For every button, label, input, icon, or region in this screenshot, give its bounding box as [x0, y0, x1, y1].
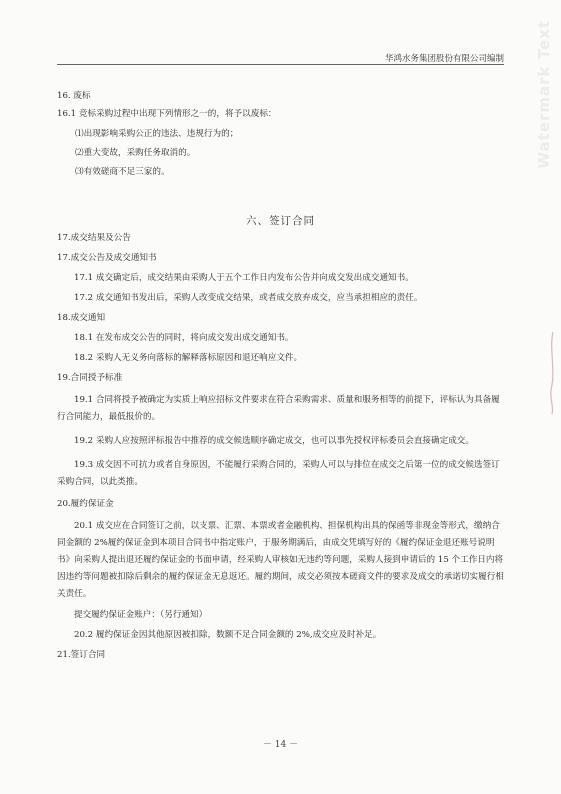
clause-17-1: 17.1 成交确定后，成交结果由采购人于五个工作日内发布公告并向成交发出成交通知书。	[74, 273, 414, 283]
heading-21: 21.签订合同	[57, 650, 106, 660]
clause-18-2: 18.2 采购人无义务向落标的解释落标原因和退还响应文件。	[74, 353, 303, 363]
section-title: 六、签订合同	[246, 215, 315, 227]
list-item-1: ⑴出现影响采购公正的违法、违规行为的；	[75, 129, 239, 139]
clause-19-1: 19.1 合同将授予被确定为实质上响应招标文件要求在符合采购需求、质量和服务相等的前提下，评标认为具备履行合同能力，最低报价的。	[57, 395, 500, 422]
scan-artifact	[547, 330, 557, 415]
list-item-3: ⑶有效磋商不足三家的。	[75, 167, 170, 177]
clause-20-2: 20.2 履约保证金因其他原因被扣除，数额不足合同金额的 2%,成交应及时补足。	[74, 630, 382, 640]
clause-19-2: 19.2 采购人应按照评标报告中推荐的成交候选顺序确定成交，也可以事先授权评标委员会直接确定成交。	[74, 436, 474, 446]
heading-16: 16. 废标	[57, 91, 91, 101]
heading-17a: 17.成交结果及公告	[57, 233, 131, 243]
header-company: 华鸿水务集团股份有限公司编制	[384, 54, 504, 64]
page-number: － 14 －	[262, 740, 299, 750]
deposit-account: 提交履约保证金账户：（另行通知）	[74, 610, 208, 620]
heading-19: 19.合同授予标准	[57, 373, 123, 383]
watermark: Watermark Text	[535, 20, 553, 169]
clause-20-1: 20.1 成交应在合同签订之前，以支票、汇票、本票或者金融机构、担保机构出具的保函等非现金等形式，缴纳合同金额的 2%履约保证金到本项目合同书中指定账户，于服务期满后，由成交凭填写好的《履约保证金退还账号说明书》向采购人提出退还履约保证金的书面申请，经采购人审核如无违约等问题，采购人接到申请后的 15 个工作日内将因违约等问题被扣除后剩余的履约保证金无息返还。履约期间，成交必须按本磋商文件的要求及成交的承诺切实履行相关责任。	[57, 521, 504, 599]
heading-18: 18.成交通知	[57, 313, 106, 323]
heading-20: 20.履约保证金	[57, 499, 114, 509]
clause-16-1: 16.1 竞标采购过程中出现下列情形之一的，将予以废标：	[57, 109, 277, 119]
heading-17b: 17.成交公告及成交通知书	[57, 253, 157, 263]
clause-18-1: 18.1 在发布成交公告的同时，将向成交发出成交通知书。	[74, 333, 294, 343]
clause-19-3: 19.3 成交因不可抗力或者自身原因，不能履行采购合同的，采购人可以与排位在成交之后第一位的成交候选签订采购合同，以此类推。	[57, 460, 500, 487]
list-item-2: ⑵重大变故，采购任务取消的。	[75, 148, 196, 158]
clause-17-2: 17.2 成交通知书发出后，采购人改变成交结果，或者成交放弃成交，应当承担相应的责任。	[74, 293, 423, 303]
header-divider	[57, 64, 504, 65]
document-body	[57, 90, 504, 662]
